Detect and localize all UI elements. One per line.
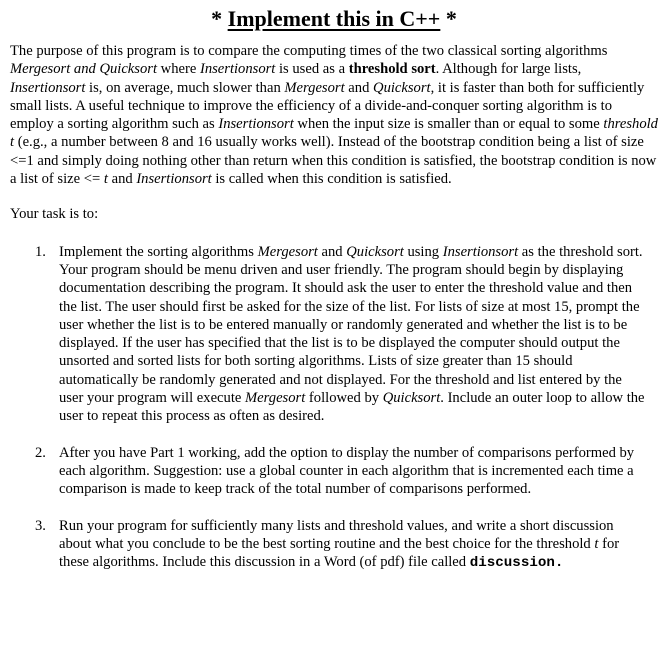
list-item: 1. Implement the sorting algorithms Mergesort and Quicksort using Insertionsort as the threshold sort. Your program should be menu driven and user friendly. The program should begin by displaying documentation describing the program. It should ask the user to enter the threshold value and then the list. The user should first be asked for the size of the list. For lists of size at most 15, prompt the user whether the list is to be entered manually or randomly generated and whether the list is to be displayed. If the user has specified that the list is to be displayed the computer should output the unsorted and sorted lists for both sorting algorithms. Lists of size greater than 15 should automatically be randomly generated and not displayed. For the threshold and list entered by the user your program will execute Mergesort followed by Quicksort. Include an outer loop to allow the user to repeat this process as often as desired. bbox=[35, 243, 645, 425]
task-label: Your task is to: bbox=[10, 206, 99, 223]
filename-code: discussion bbox=[469, 555, 555, 572]
task-list bbox=[0, 243, 668, 573]
list-item-number: 1. bbox=[35, 243, 46, 260]
page-title bbox=[0, 0, 668, 32]
title-asterisk-right: * bbox=[440, 6, 457, 31]
intro-paragraph: The purpose of this program is to compare the computing times of the two classical sorting algorithms Mergesort and Quicksort where Insertionsort is used as a threshold sort. Although for large lists, Insertionsort is, on average, much slower than Mergesort and Quicksort, it is faster than both for sufficiently small lists. A useful technique to improve the efficiency of a divide-and-conquer sorting algorithm is to employ a sorting algorithm such as Insertionsort when the input size is smaller than or equal to some threshold t (e.g., a number between 8 and 16 usually works well). Instead of the bootstrap condition being a list of size <=1 and simply doing nothing other than return when this condition is satisfied, the bootstrap condition is now a list of size <= t and Insertionsort is called when this condition is satisfied. bbox=[10, 43, 658, 188]
list-item-number: 3. bbox=[35, 517, 46, 534]
title-text: Implement this in C++ bbox=[227, 6, 441, 31]
list-item-number: 2. bbox=[35, 444, 46, 461]
list-item: 3. Run your program for sufficiently many lists and threshold values, and write a short discussion about what you conclude to be the best sorting routine and the best choice for the threshold t for these algorithms. Include this discussion in a Word (of pdf) file called discussion. bbox=[35, 517, 620, 572]
title-asterisk-left: * bbox=[211, 6, 228, 31]
list-item: 2. After you have Part 1 working, add the option to display the number of comparisons performed by each algorithm. Suggestion: use a global counter in each algorithm that is incremented each time a comparison is made to keep track of the total number of comparisons performed. bbox=[35, 444, 635, 498]
